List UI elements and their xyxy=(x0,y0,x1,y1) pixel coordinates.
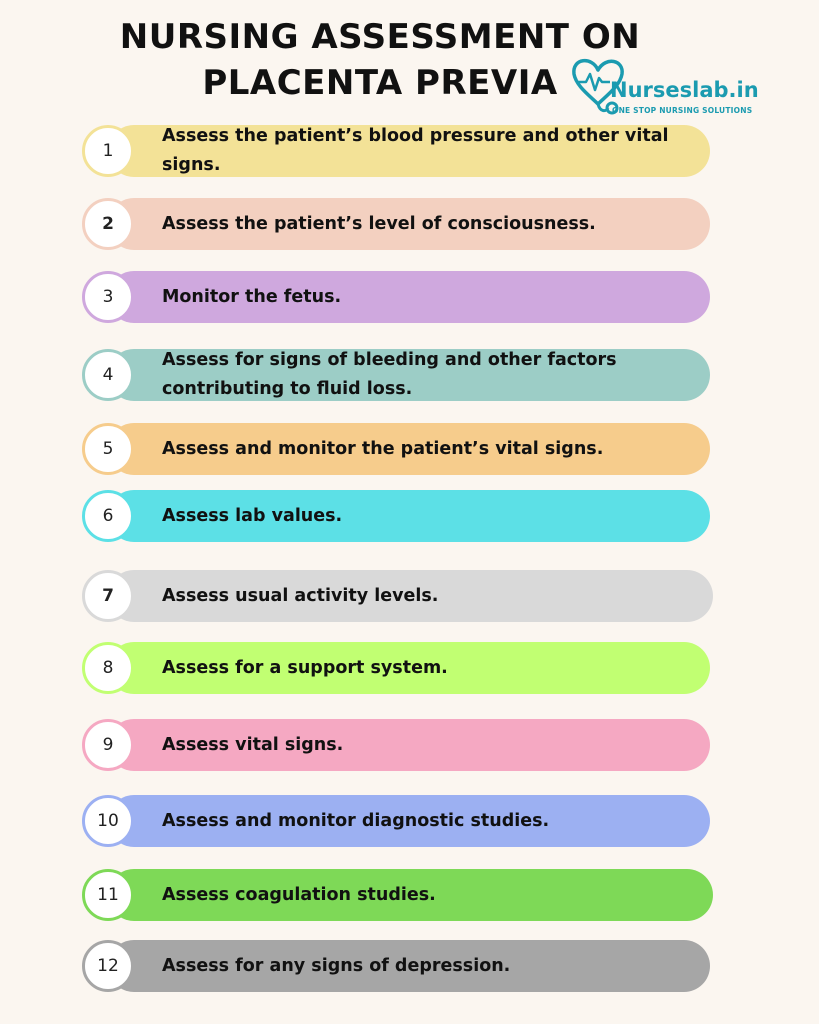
item-text: Assess for signs of bleeding and other factors contributing to fluid loss. xyxy=(162,350,617,399)
list-item xyxy=(82,795,710,847)
list-item xyxy=(82,271,710,323)
item-number: 4 xyxy=(82,349,134,401)
item-number: 10 xyxy=(82,795,134,847)
list-item xyxy=(82,198,710,250)
item-text: Assess vital signs. xyxy=(162,734,344,755)
item-text: Assess lab values. xyxy=(162,505,343,526)
item-text: Assess the patient’s level of consciousness. xyxy=(162,213,596,234)
item-number: 8 xyxy=(82,642,134,694)
item-text: Assess the patient’s blood pressure and other vital signs. xyxy=(162,126,669,175)
item-text: Assess for any signs of depression. xyxy=(162,955,511,976)
list-item xyxy=(82,642,710,694)
list-item xyxy=(82,940,710,992)
item-text: Assess for a support system. xyxy=(162,657,448,678)
item-number: 7 xyxy=(82,570,134,622)
item-text: Assess and monitor diagnostic studies. xyxy=(162,810,550,831)
item-text: Monitor the fetus. xyxy=(162,286,342,307)
list-item xyxy=(82,125,710,177)
item-number: 5 xyxy=(82,423,134,475)
item-number: 12 xyxy=(82,940,134,992)
list-item xyxy=(82,490,710,542)
title-line-2: PLACENTA PREVIA xyxy=(202,63,558,103)
brand-logo xyxy=(568,52,768,122)
list-item xyxy=(82,719,710,771)
item-number: 3 xyxy=(82,271,134,323)
list-item xyxy=(82,423,710,475)
item-number: 9 xyxy=(82,719,134,771)
title-line-1: NURSING ASSESSMENT ON xyxy=(119,17,641,57)
item-number: 6 xyxy=(82,490,134,542)
item-text: Assess coagulation studies. xyxy=(162,884,436,905)
list-item xyxy=(82,570,713,622)
brand-tagline: ONE STOP NURSING SOLUTIONS xyxy=(612,106,753,115)
list-item xyxy=(82,349,710,401)
item-number: 2 xyxy=(82,198,134,250)
brand-name: Nurseslab.in xyxy=(610,78,759,102)
item-text: Assess and monitor the patient’s vital signs. xyxy=(162,438,604,459)
item-text: Assess usual activity levels. xyxy=(162,585,439,606)
item-number: 11 xyxy=(82,869,134,921)
item-number: 1 xyxy=(82,125,134,177)
list-item xyxy=(82,869,713,921)
